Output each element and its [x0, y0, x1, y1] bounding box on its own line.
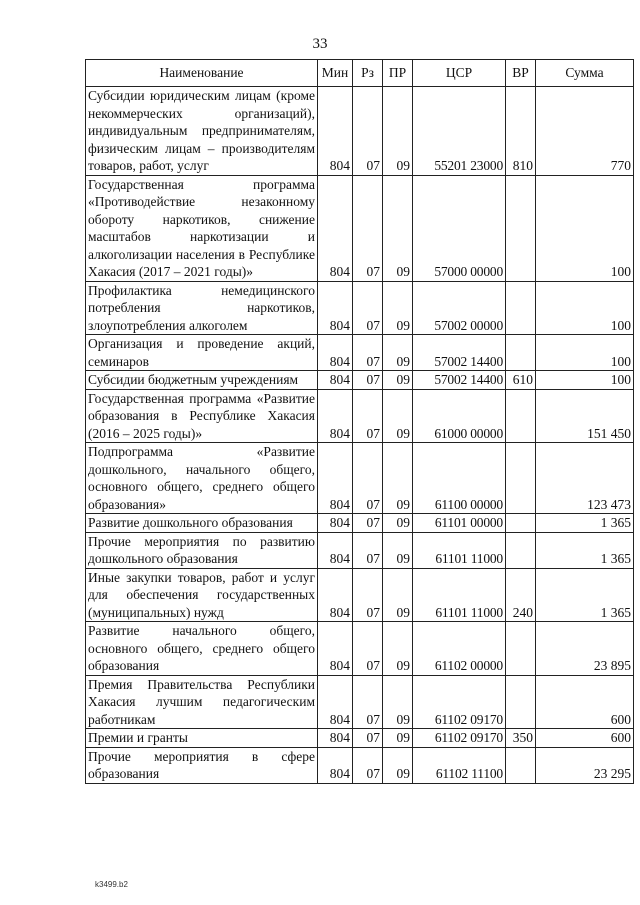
row-vr [506, 175, 536, 281]
row-csr: 55201 23000 [413, 87, 506, 176]
row-rz: 07 [353, 175, 383, 281]
row-csr: 61102 09170 [413, 675, 506, 729]
row-sum: 600 [536, 729, 634, 748]
row-rz: 07 [353, 389, 383, 443]
header-sum: Сумма [536, 60, 634, 87]
row-sum: 100 [536, 335, 634, 371]
row-csr: 57000 00000 [413, 175, 506, 281]
row-min: 804 [318, 389, 353, 443]
table-row [86, 568, 634, 622]
table-row [86, 281, 634, 335]
row-name: Подпрограмма «Развитие дошкольного, начального общего, основного общего, среднего общего образования» [86, 443, 318, 514]
table-row [86, 514, 634, 533]
row-sum: 123 473 [536, 443, 634, 514]
row-name: Развитие начального общего, основного общего, среднего общего образования [86, 622, 318, 676]
row-sum: 1 365 [536, 568, 634, 622]
row-rz: 07 [353, 87, 383, 176]
table-row [86, 371, 634, 390]
row-csr: 61101 11000 [413, 532, 506, 568]
row-min: 804 [318, 335, 353, 371]
row-vr: 350 [506, 729, 536, 748]
row-pr: 09 [383, 568, 413, 622]
table-row [86, 335, 634, 371]
row-pr: 09 [383, 747, 413, 783]
row-pr: 09 [383, 729, 413, 748]
row-vr [506, 335, 536, 371]
row-pr: 09 [383, 389, 413, 443]
row-vr [506, 675, 536, 729]
table-row [86, 87, 634, 176]
row-name: Организация и проведение акций, семинаров [86, 335, 318, 371]
row-min: 804 [318, 87, 353, 176]
row-pr: 09 [383, 443, 413, 514]
header-pr: ПР [383, 60, 413, 87]
table-row [86, 389, 634, 443]
row-name: Государственная программа «Развитие образования в Республике Хакасия (2016 – 2025 годы)» [86, 389, 318, 443]
row-sum: 100 [536, 371, 634, 390]
row-pr: 09 [383, 514, 413, 533]
row-name: Премии и гранты [86, 729, 318, 748]
row-csr: 57002 00000 [413, 281, 506, 335]
row-vr [506, 443, 536, 514]
row-vr [506, 389, 536, 443]
row-pr: 09 [383, 175, 413, 281]
row-sum: 1 365 [536, 532, 634, 568]
row-rz: 07 [353, 281, 383, 335]
header-csr: ЦСР [413, 60, 506, 87]
row-rz: 07 [353, 747, 383, 783]
row-csr: 57002 14400 [413, 335, 506, 371]
row-vr: 810 [506, 87, 536, 176]
row-vr [506, 747, 536, 783]
row-vr [506, 622, 536, 676]
row-sum: 23 295 [536, 747, 634, 783]
table-row [86, 622, 634, 676]
row-name: Государственная программа «Противодействие незаконному обороту наркотиков, снижение масштабов наркотизации и алкоголизации населения в Республике Хакасия (2017 – 2021 годы)» [86, 175, 318, 281]
row-vr [506, 514, 536, 533]
row-pr: 09 [383, 87, 413, 176]
row-name: Прочие мероприятия в сфере образования [86, 747, 318, 783]
row-rz: 07 [353, 335, 383, 371]
row-csr: 61101 00000 [413, 514, 506, 533]
table-row [86, 532, 634, 568]
row-name: Субсидии юридическим лицам (кроме некоммерческих организаций), индивидуальным предпринимателям, физическим лицам – производителям товаров, работ, услуг [86, 87, 318, 176]
budget-table [85, 59, 634, 784]
row-csr: 61100 00000 [413, 443, 506, 514]
row-vr [506, 532, 536, 568]
row-name: Субсидии бюджетным учреждениям [86, 371, 318, 390]
row-csr: 57002 14400 [413, 371, 506, 390]
row-min: 804 [318, 371, 353, 390]
table-row [86, 443, 634, 514]
table-row [86, 747, 634, 783]
row-name: Развитие дошкольного образования [86, 514, 318, 533]
header-vr: ВР [506, 60, 536, 87]
row-min: 804 [318, 568, 353, 622]
row-csr: 61102 00000 [413, 622, 506, 676]
row-name: Премия Правительства Республики Хакасия лучшим педагогическим работникам [86, 675, 318, 729]
row-csr: 61000 00000 [413, 389, 506, 443]
row-min: 804 [318, 622, 353, 676]
row-min: 804 [318, 532, 353, 568]
row-min: 804 [318, 281, 353, 335]
row-csr: 61102 09170 [413, 729, 506, 748]
row-pr: 09 [383, 675, 413, 729]
row-min: 804 [318, 514, 353, 533]
row-csr: 61102 11100 [413, 747, 506, 783]
row-rz: 07 [353, 568, 383, 622]
row-min: 804 [318, 443, 353, 514]
row-rz: 07 [353, 532, 383, 568]
table-row [86, 675, 634, 729]
row-pr: 09 [383, 622, 413, 676]
page-number: 33 [312, 36, 328, 52]
header-rz: Рз [353, 60, 383, 87]
header-name: Наименование [86, 60, 318, 87]
row-min: 804 [318, 729, 353, 748]
row-pr: 09 [383, 335, 413, 371]
row-sum: 770 [536, 87, 634, 176]
row-sum: 151 450 [536, 389, 634, 443]
row-min: 804 [318, 675, 353, 729]
row-min: 804 [318, 747, 353, 783]
row-vr [506, 281, 536, 335]
row-sum: 1 365 [536, 514, 634, 533]
row-min: 804 [318, 175, 353, 281]
row-rz: 07 [353, 622, 383, 676]
row-name: Иные закупки товаров, работ и услуг для обеспечения государственных (муниципальных) нужд [86, 568, 318, 622]
row-csr: 61101 11000 [413, 568, 506, 622]
row-sum: 100 [536, 281, 634, 335]
header-min: Мин [318, 60, 353, 87]
row-pr: 09 [383, 371, 413, 390]
table-row [86, 175, 634, 281]
footer-code: k3499.b2 [95, 880, 128, 889]
row-rz: 07 [353, 675, 383, 729]
row-sum: 600 [536, 675, 634, 729]
row-rz: 07 [353, 443, 383, 514]
table-header-row [86, 60, 634, 87]
row-rz: 07 [353, 729, 383, 748]
table-row [86, 729, 634, 748]
row-sum: 100 [536, 175, 634, 281]
row-pr: 09 [383, 532, 413, 568]
row-vr: 240 [506, 568, 536, 622]
row-rz: 07 [353, 371, 383, 390]
row-sum: 23 895 [536, 622, 634, 676]
row-name: Профилактика немедицинского потребления наркотиков, злоупотребления алкоголем [86, 281, 318, 335]
row-rz: 07 [353, 514, 383, 533]
row-name: Прочие мероприятия по развитию дошкольного образования [86, 532, 318, 568]
row-vr: 610 [506, 371, 536, 390]
row-pr: 09 [383, 281, 413, 335]
